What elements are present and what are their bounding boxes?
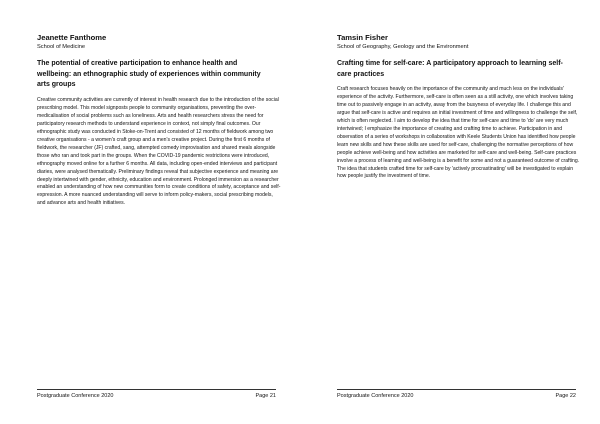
footer-conference: Postgraduate Conference 2020 [337, 393, 414, 399]
abstract-title: Crafting time for self-care: A participatory approach to learning self-care practices [337, 60, 563, 78]
footer-page-number: Page 22 [555, 393, 576, 399]
abstract-body: Craft research focuses heavily on the importance of the community and much less on the individuals' experience of the activity. Furthermore, self-care is often seen as a still activity, one which involves taking time out to passively engage in an activity, away from the busyness of everyday life. I challenge this and argue that self-care is active and requires an initial investment of time and willingness to challenge the self, which is often neglected. I aim to develop the idea that time for self-care and time to 'do' are very much intertwined; I emphasize the importance of creating and crafting time to achieve. Participation in and observation of a series of workshops in collaboration with Keele Students Union has identified how people learn new skills and how these skills are used for self-care, challenging the normative perceptions of how people achieve well-being and how activities are marketed for self-care and well-being. Self-care practices involve a process of learning and well-being is a benefit for some and not a guaranteed outcome of crafting. The idea that students crafted time for self-care by 'actively procrastinating' will be investigated to explain how people justify the investment of time. [337, 86, 580, 180]
footer-conference: Postgraduate Conference 2020 [37, 393, 114, 399]
author-name: Jeanette Fanthome [37, 33, 107, 42]
abstract-body: Creative community activities are currently of interest in health research due to the introduction of the social prescribing model. This model signposts people to community organisations, preventing the over-medicalisation of social problems such as loneliness. Arts and health researchers stress the need for participatory research methods to understand experience in context, not simply final outcomes. Our ethnographic study was conducted in Stoke-on-Trent and consisted of 12 months of fieldwork among two creative organisations - a women's craft group and a men's creative project. During the first 6 months of fieldwork, the researcher (JF) crafted, sang, attempted comedy improvisation and shared meals alongside those who ran and took part in the groups. When the COVID-19 pandemic restrictions were introduced, ethnography moved online for a further 6 months. All data, including open-ended interviews and participant diaries, were analysed thematically. Preliminary findings reveal that subjective experience and meaning are deeply intertwined with gender, ethnicity, education and environment. Prolonged immersion as a researcher enabled an understanding of how new communities form to create conditions of safety, acceptance and self-expression. A more nuanced understanding will serve to inform policy-makers, social prescribing models, and advance arts and health initiatives. [37, 97, 281, 207]
page-right [300, 0, 600, 424]
abstract-title: The potential of creative participation to enhance health and wellbeing: an ethnographic study of experiences within community arts groups [37, 60, 261, 88]
school-name: School of Medicine [37, 44, 86, 50]
school-name: School of Geography, Geology and the Environment [337, 44, 469, 50]
footer-divider [337, 389, 576, 390]
author-name: Tamsin Fisher [337, 33, 388, 42]
footer-page-number: Page 21 [255, 393, 276, 399]
footer-divider [37, 389, 276, 390]
